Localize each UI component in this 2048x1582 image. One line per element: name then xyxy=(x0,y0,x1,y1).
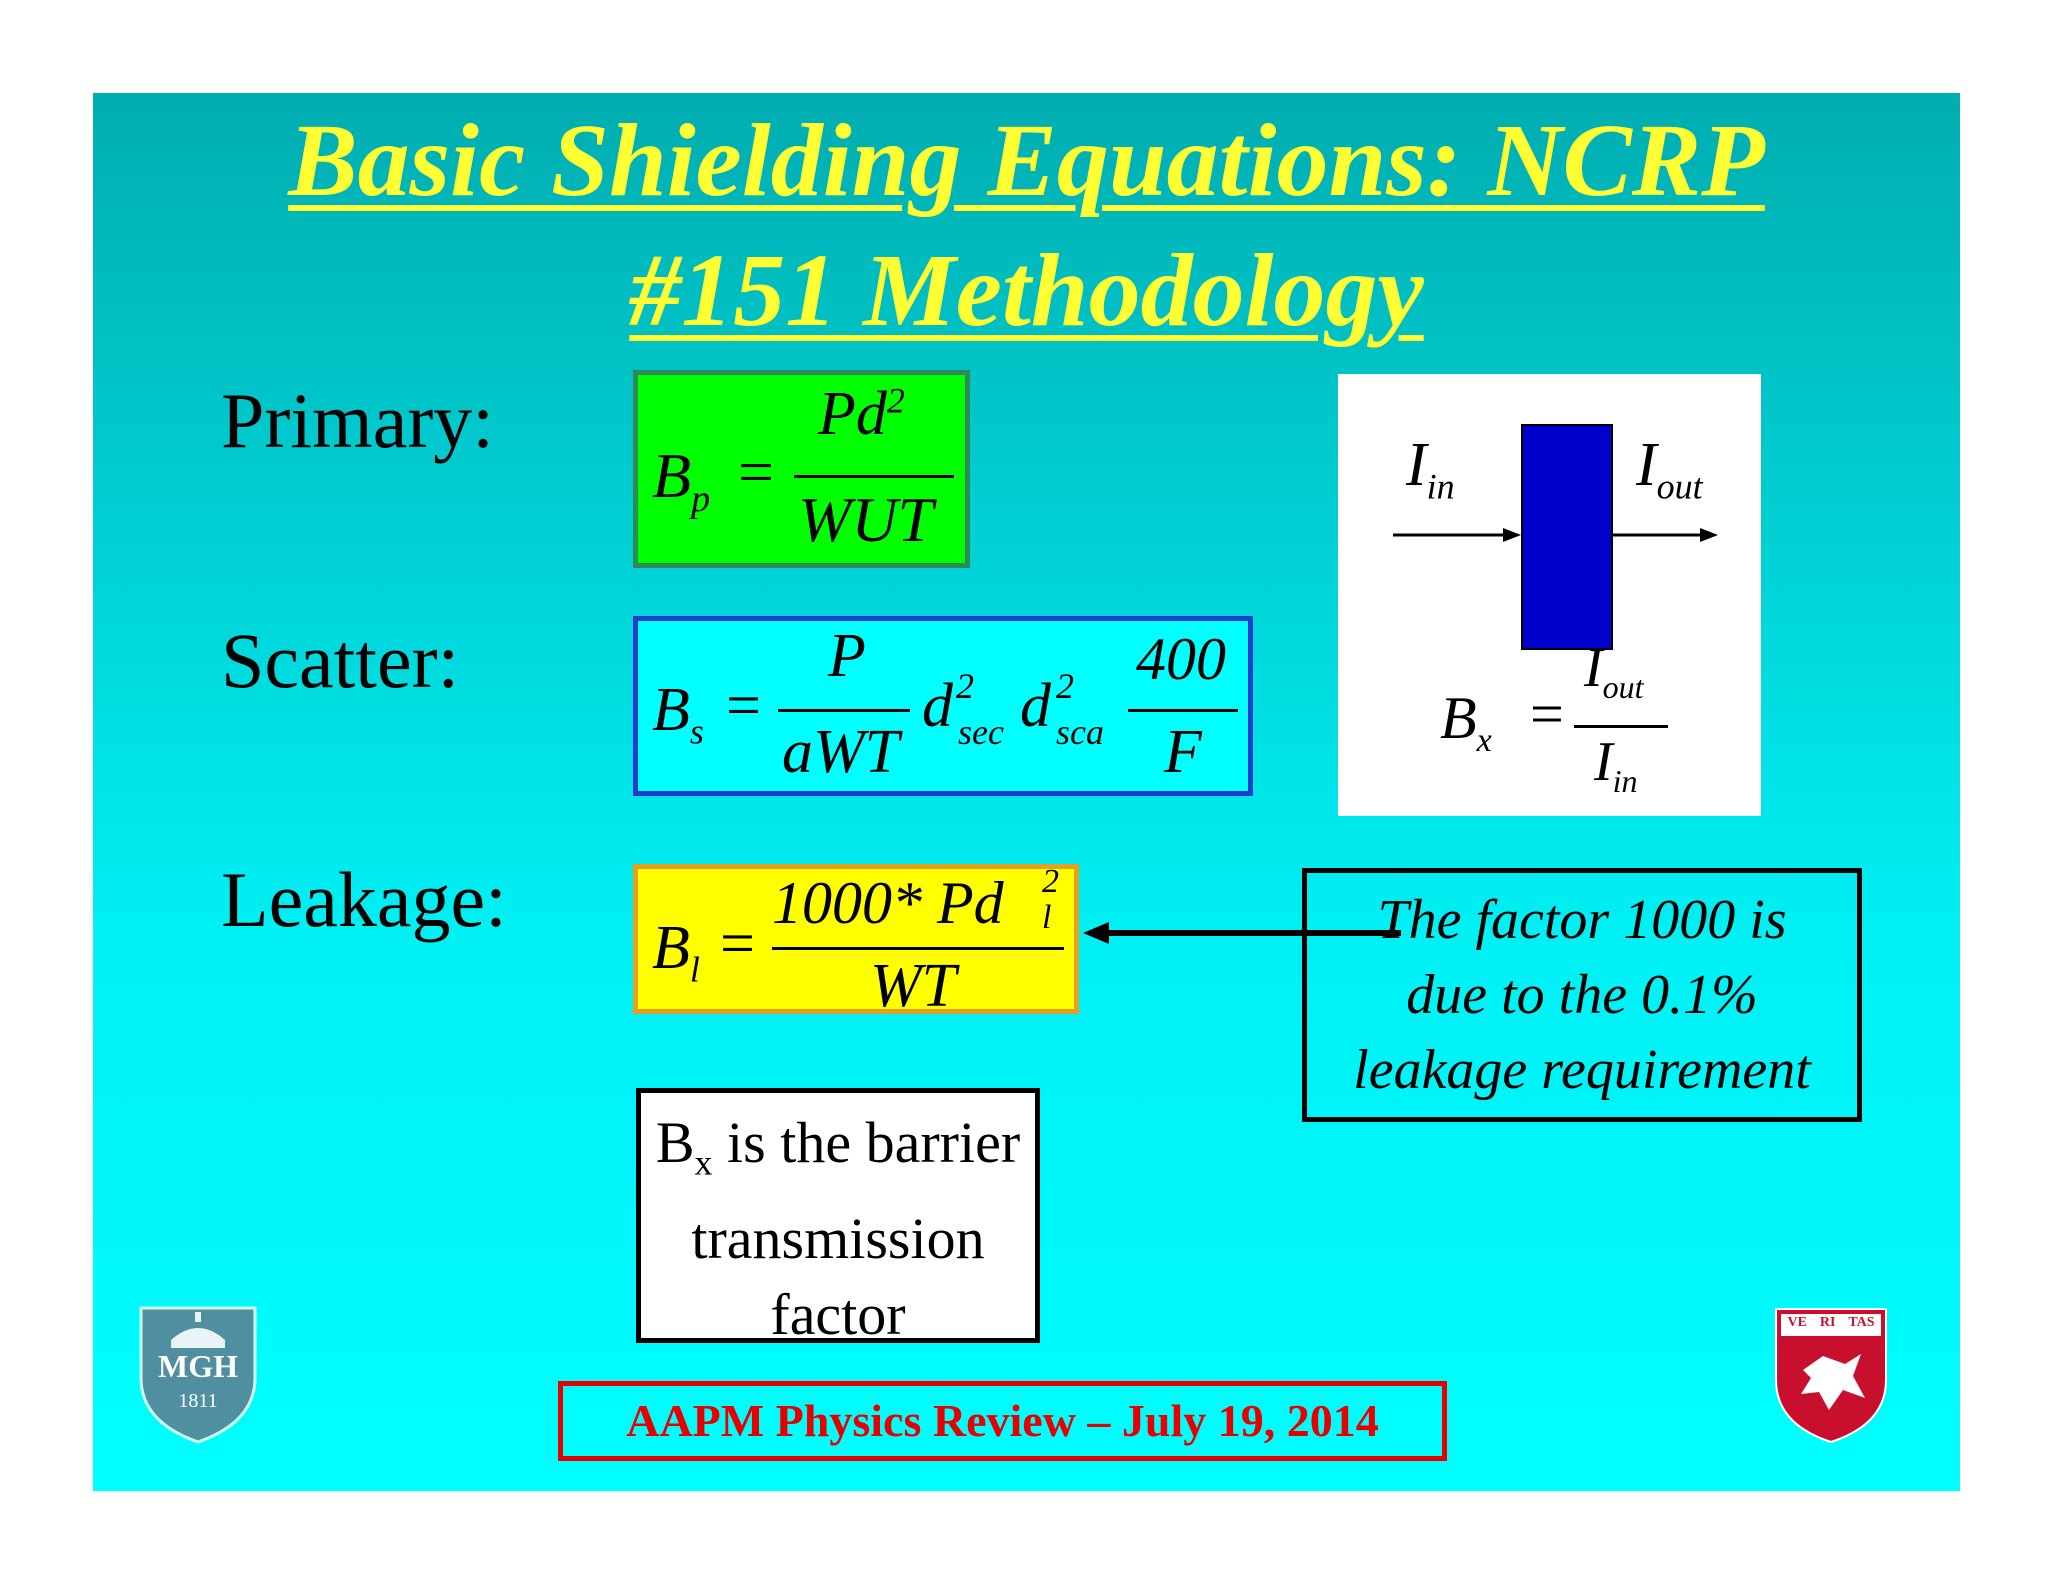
harvard-logo-text xyxy=(1781,1315,1881,1331)
diagram-fraction-line xyxy=(1574,725,1668,728)
scatter-d-sec-base: d xyxy=(922,672,953,740)
diagram-equals: = xyxy=(1530,681,1564,747)
leakage-equals: = xyxy=(720,910,755,978)
scatter-d-sec xyxy=(922,671,953,742)
diagram-in-label: I xyxy=(1406,431,1427,499)
primary-numerator-sup: 2 xyxy=(886,380,905,421)
label-primary: Primary: xyxy=(221,377,494,464)
harvard-logo xyxy=(1773,1306,1889,1444)
scatter-lhs-sub: s xyxy=(689,711,704,752)
footer-text: AAPM Physics Review – July 19, 2014 xyxy=(626,1395,1379,1446)
slide-title-line1: Basic Shielding Equations: NCRP xyxy=(288,103,1765,218)
primary-lhs-sub: p xyxy=(691,477,711,520)
scatter-d-sec-sup: 2 xyxy=(956,666,974,706)
leakage-note-box xyxy=(1302,868,1862,1122)
mgh-logo-year: 1811 xyxy=(178,1390,218,1412)
primary-denominator: WUT xyxy=(798,484,934,555)
leakage-equation-box xyxy=(633,863,1079,1020)
note-arrow-head xyxy=(1083,922,1109,944)
scatter-d-sec-sub: sec xyxy=(958,712,1004,752)
leakage-fraction-line xyxy=(772,947,1064,950)
harvard-ve: VE xyxy=(1787,1315,1807,1330)
scatter-d-sca-sub: sca xyxy=(1056,712,1104,752)
leakage-note-line2: due to the 0.1% xyxy=(1406,964,1758,1026)
incident-arrow-head xyxy=(1503,528,1521,542)
bx-note-line2: transmission xyxy=(691,1205,985,1271)
diagram-frac-num: I xyxy=(1584,637,1603,699)
primary-equation-box xyxy=(633,370,970,568)
transmission-diagram xyxy=(1338,374,1761,816)
primary-numerator: Pd xyxy=(818,380,887,448)
leakage-note-line3: leakage requirement xyxy=(1353,1039,1811,1101)
bx-note-sub: x xyxy=(694,1142,713,1183)
diagram-in-sub: in xyxy=(1426,466,1455,507)
label-leakage: Leakage: xyxy=(221,856,507,943)
diagram-out-label: I xyxy=(1636,431,1657,499)
footer-box xyxy=(558,1381,1447,1461)
diagram-frac-den: I xyxy=(1594,731,1613,793)
leakage-note-line1: The factor 1000 is xyxy=(1377,889,1787,951)
scatter-fraction-line-2 xyxy=(1128,709,1238,712)
leakage-lhs: B xyxy=(652,914,690,982)
primary-lhs: B xyxy=(652,440,692,511)
scatter-denominator-2: F xyxy=(1164,718,1202,786)
scatter-lhs: B xyxy=(652,676,690,744)
scatter-equals: = xyxy=(726,672,761,740)
diagram-bx: B xyxy=(1440,685,1477,751)
mgh-logo-text: MGH xyxy=(158,1348,238,1384)
leakage-numerator-sub: l xyxy=(1042,899,1052,936)
label-scatter: Scatter: xyxy=(221,617,460,704)
scatter-d-sca-base: d xyxy=(1020,672,1051,740)
harvard-tas: TAS xyxy=(1848,1315,1875,1330)
slide xyxy=(93,93,1960,1491)
primary-fraction-line xyxy=(794,475,954,478)
primary-equals: = xyxy=(738,436,775,507)
bx-note-b: B xyxy=(655,1110,695,1175)
leakage-lhs-sub: l xyxy=(689,949,700,990)
diagram-frac-den-sub: in xyxy=(1612,763,1638,800)
diagram-arrows xyxy=(1338,374,1761,816)
transmitted-arrow-head xyxy=(1700,528,1718,542)
scatter-denominator-1: aWT xyxy=(782,718,900,786)
scatter-fraction-line-1 xyxy=(778,709,910,712)
diagram-frac-num-sub: out xyxy=(1602,669,1644,706)
diagram-out-sub: out xyxy=(1656,466,1703,507)
scatter-equation-box xyxy=(633,616,1253,796)
leakage-denominator: WT xyxy=(870,952,957,1020)
slide-title-line2: #151 Methodology xyxy=(629,233,1424,348)
mgh-logo xyxy=(137,1304,259,1444)
bx-note-rest: is the barrier xyxy=(712,1110,1021,1175)
scatter-numerator-2: 400 xyxy=(1136,626,1226,692)
diagram-bx-sub: x xyxy=(1476,722,1492,759)
harvard-ri: RI xyxy=(1819,1315,1836,1330)
leakage-numerator-sup: 2 xyxy=(1042,863,1059,900)
leakage-numerator: 1000* Pd xyxy=(772,870,1004,936)
bx-note-box xyxy=(636,1088,1040,1347)
scatter-d-sca-sup: 2 xyxy=(1056,666,1074,706)
bx-note-line3: factor xyxy=(770,1281,906,1347)
scatter-numerator-1: P xyxy=(828,622,866,690)
